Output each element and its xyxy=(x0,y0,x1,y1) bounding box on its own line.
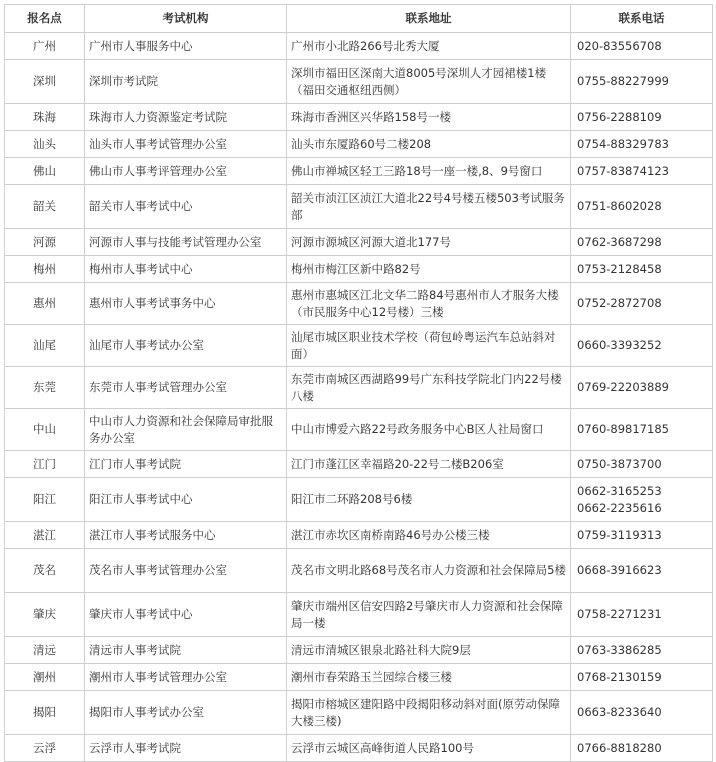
table-row xyxy=(5,104,713,131)
cell-city: 肇庆 xyxy=(5,593,85,637)
cell-org: 佛山市人事考评管理办公室 xyxy=(85,158,287,185)
cell-city: 珠海 xyxy=(5,104,85,131)
header-city: 报名点 xyxy=(5,5,85,33)
cell-addr: 东莞市南城区西湖路99号广东科技学院北门内22号楼八楼 xyxy=(287,367,571,409)
cell-org: 广州市人事服务中心 xyxy=(85,33,287,60)
cell-addr: 中山市博爱六路22号政务服务中心B区人社局窗口 xyxy=(287,409,571,451)
cell-city: 东莞 xyxy=(5,367,85,409)
cell-addr: 揭阳市榕城区建阳路中段揭阳移动斜对面(原劳动保障大楼三楼) xyxy=(287,691,571,735)
cell-org: 韶关市人事考试中心 xyxy=(85,185,287,229)
cell-addr: 汕头市东厦路60号二楼208 xyxy=(287,131,571,158)
cell-org: 珠海市人力资源鉴定考试院 xyxy=(85,104,287,131)
cell-phone: 020-83556708 xyxy=(571,33,713,60)
cell-org: 湛江市人事考试服务中心 xyxy=(85,522,287,549)
table-row xyxy=(5,158,713,185)
cell-phone: 0757-83874123 xyxy=(571,158,713,185)
cell-addr: 韶关市浈江区浈江大道北22号4号楼五楼503考试服务部 xyxy=(287,185,571,229)
cell-phone: 0769-22203889 xyxy=(571,367,713,409)
exam-office-table xyxy=(4,4,713,762)
cell-city: 广州 xyxy=(5,33,85,60)
cell-phone: 0759-3119313 xyxy=(571,522,713,549)
table-row xyxy=(5,185,713,229)
table-row xyxy=(5,229,713,256)
table-row xyxy=(5,451,713,478)
phone-line: 0662-2235616 xyxy=(577,500,662,515)
cell-addr: 肇庆市端州区信安四路2号肇庆市人力资源和社会保障局一楼 xyxy=(287,593,571,637)
table-header-row xyxy=(5,5,713,33)
table-row xyxy=(5,409,713,451)
header-phone: 联系电话 xyxy=(571,5,713,33)
table-row xyxy=(5,664,713,691)
cell-city: 江门 xyxy=(5,451,85,478)
cell-city: 揭阳 xyxy=(5,691,85,735)
cell-phone: 0762-3687298 xyxy=(571,229,713,256)
table-row xyxy=(5,60,713,104)
cell-org: 云浮市人事考试院 xyxy=(85,735,287,762)
cell-org: 肇庆市人事考试中心 xyxy=(85,593,287,637)
cell-addr: 广州市小北路266号北秀大厦 xyxy=(287,33,571,60)
cell-addr: 清远市清城区银泉北路社科大院9层 xyxy=(287,637,571,664)
cell-phone: 0758-2271231 xyxy=(571,593,713,637)
table-row xyxy=(5,478,713,522)
cell-addr: 深圳市福田区深南大道8005号深圳人才园裙楼1楼（福田交通枢纽西侧） xyxy=(287,60,571,104)
cell-phone: 0768-2130159 xyxy=(571,664,713,691)
cell-addr: 湛江市赤坎区南桥南路46号办公楼三楼 xyxy=(287,522,571,549)
cell-city: 汕头 xyxy=(5,131,85,158)
cell-city: 中山 xyxy=(5,409,85,451)
cell-org: 潮州市人事考试管理办公室 xyxy=(85,664,287,691)
table-row xyxy=(5,735,713,762)
cell-addr: 江门市蓬江区幸福路20-22号二楼B206室 xyxy=(287,451,571,478)
cell-org: 茂名市人事考试管理办公室 xyxy=(85,549,287,593)
header-org: 考试机构 xyxy=(85,5,287,33)
cell-city: 汕尾 xyxy=(5,325,85,367)
table-row xyxy=(5,256,713,283)
table-row xyxy=(5,593,713,637)
cell-addr: 潮州市春荣路玉兰园综合楼三楼 xyxy=(287,664,571,691)
cell-org: 东莞市人事考试管理办公室 xyxy=(85,367,287,409)
table-row xyxy=(5,367,713,409)
cell-addr: 惠州市惠城区江北文华二路84号惠州市人才服务大楼（市民服务中心12号楼）三楼 xyxy=(287,283,571,325)
cell-org: 汕尾市人事考试办公室 xyxy=(85,325,287,367)
cell-addr: 阳江市二环路208号6楼 xyxy=(287,478,571,522)
header-addr: 联系地址 xyxy=(287,5,571,33)
table-row xyxy=(5,691,713,735)
cell-city: 惠州 xyxy=(5,283,85,325)
cell-org: 汕头市人事考试管理办公室 xyxy=(85,131,287,158)
cell-phone: 0755-88227999 xyxy=(571,60,713,104)
cell-addr: 云浮市云城区高峰街道人民路100号 xyxy=(287,735,571,762)
cell-phone: 0668-3916623 xyxy=(571,549,713,593)
cell-phone: 0750-3873700 xyxy=(571,451,713,478)
cell-city: 云浮 xyxy=(5,735,85,762)
cell-city: 清远 xyxy=(5,637,85,664)
cell-org: 阳江市人事考试中心 xyxy=(85,478,287,522)
cell-city: 韶关 xyxy=(5,185,85,229)
cell-city: 梅州 xyxy=(5,256,85,283)
cell-addr: 茂名市文明北路68号茂名市人力资源和社会保障局5楼 xyxy=(287,549,571,593)
cell-addr: 汕尾市城区职业技术学校（荷包岭粤运汽车总站斜对面） xyxy=(287,325,571,367)
cell-org: 惠州市人事考试事务中心 xyxy=(85,283,287,325)
cell-phone: 0752-2872708 xyxy=(571,283,713,325)
cell-city: 深圳 xyxy=(5,60,85,104)
cell-addr: 河源市源城区河源大道北177号 xyxy=(287,229,571,256)
cell-city: 潮州 xyxy=(5,664,85,691)
cell-org: 揭阳市人事考试办公室 xyxy=(85,691,287,735)
cell-phone: 0753-2128458 xyxy=(571,256,713,283)
table-row xyxy=(5,283,713,325)
cell-addr: 梅州市梅江区新中路82号 xyxy=(287,256,571,283)
table-row xyxy=(5,325,713,367)
cell-org: 江门市人事考试院 xyxy=(85,451,287,478)
cell-addr: 珠海市香洲区兴华路158号一楼 xyxy=(287,104,571,131)
cell-phone: 0663-8233640 xyxy=(571,691,713,735)
cell-city: 湛江 xyxy=(5,522,85,549)
cell-phone: 0751-8602028 xyxy=(571,185,713,229)
table-row xyxy=(5,131,713,158)
cell-city: 佛山 xyxy=(5,158,85,185)
table-row xyxy=(5,549,713,593)
table-row xyxy=(5,33,713,60)
cell-city: 阳江 xyxy=(5,478,85,522)
cell-city: 茂名 xyxy=(5,549,85,593)
table-row xyxy=(5,522,713,549)
cell-org: 深圳市考试院 xyxy=(85,60,287,104)
cell-phone: 0760-89817185 xyxy=(571,409,713,451)
cell-org: 中山市人力资源和社会保障局审批服务办公室 xyxy=(85,409,287,451)
cell-phone: 0763-3386285 xyxy=(571,637,713,664)
cell-org: 梅州市人事考试中心 xyxy=(85,256,287,283)
cell-phone xyxy=(571,478,713,522)
cell-phone: 0754-88329783 xyxy=(571,131,713,158)
cell-org: 清远市人事考试院 xyxy=(85,637,287,664)
cell-phone: 0660-3393252 xyxy=(571,325,713,367)
cell-phone: 0766-8818280 xyxy=(571,735,713,762)
phone-line: 0662-3165253 xyxy=(577,483,662,498)
cell-addr: 佛山市禅城区轻工三路18号一座一楼,8、9号窗口 xyxy=(287,158,571,185)
cell-phone: 0756-2288109 xyxy=(571,104,713,131)
cell-city: 河源 xyxy=(5,229,85,256)
cell-org: 河源市人事与技能考试管理办公室 xyxy=(85,229,287,256)
table-row xyxy=(5,637,713,664)
